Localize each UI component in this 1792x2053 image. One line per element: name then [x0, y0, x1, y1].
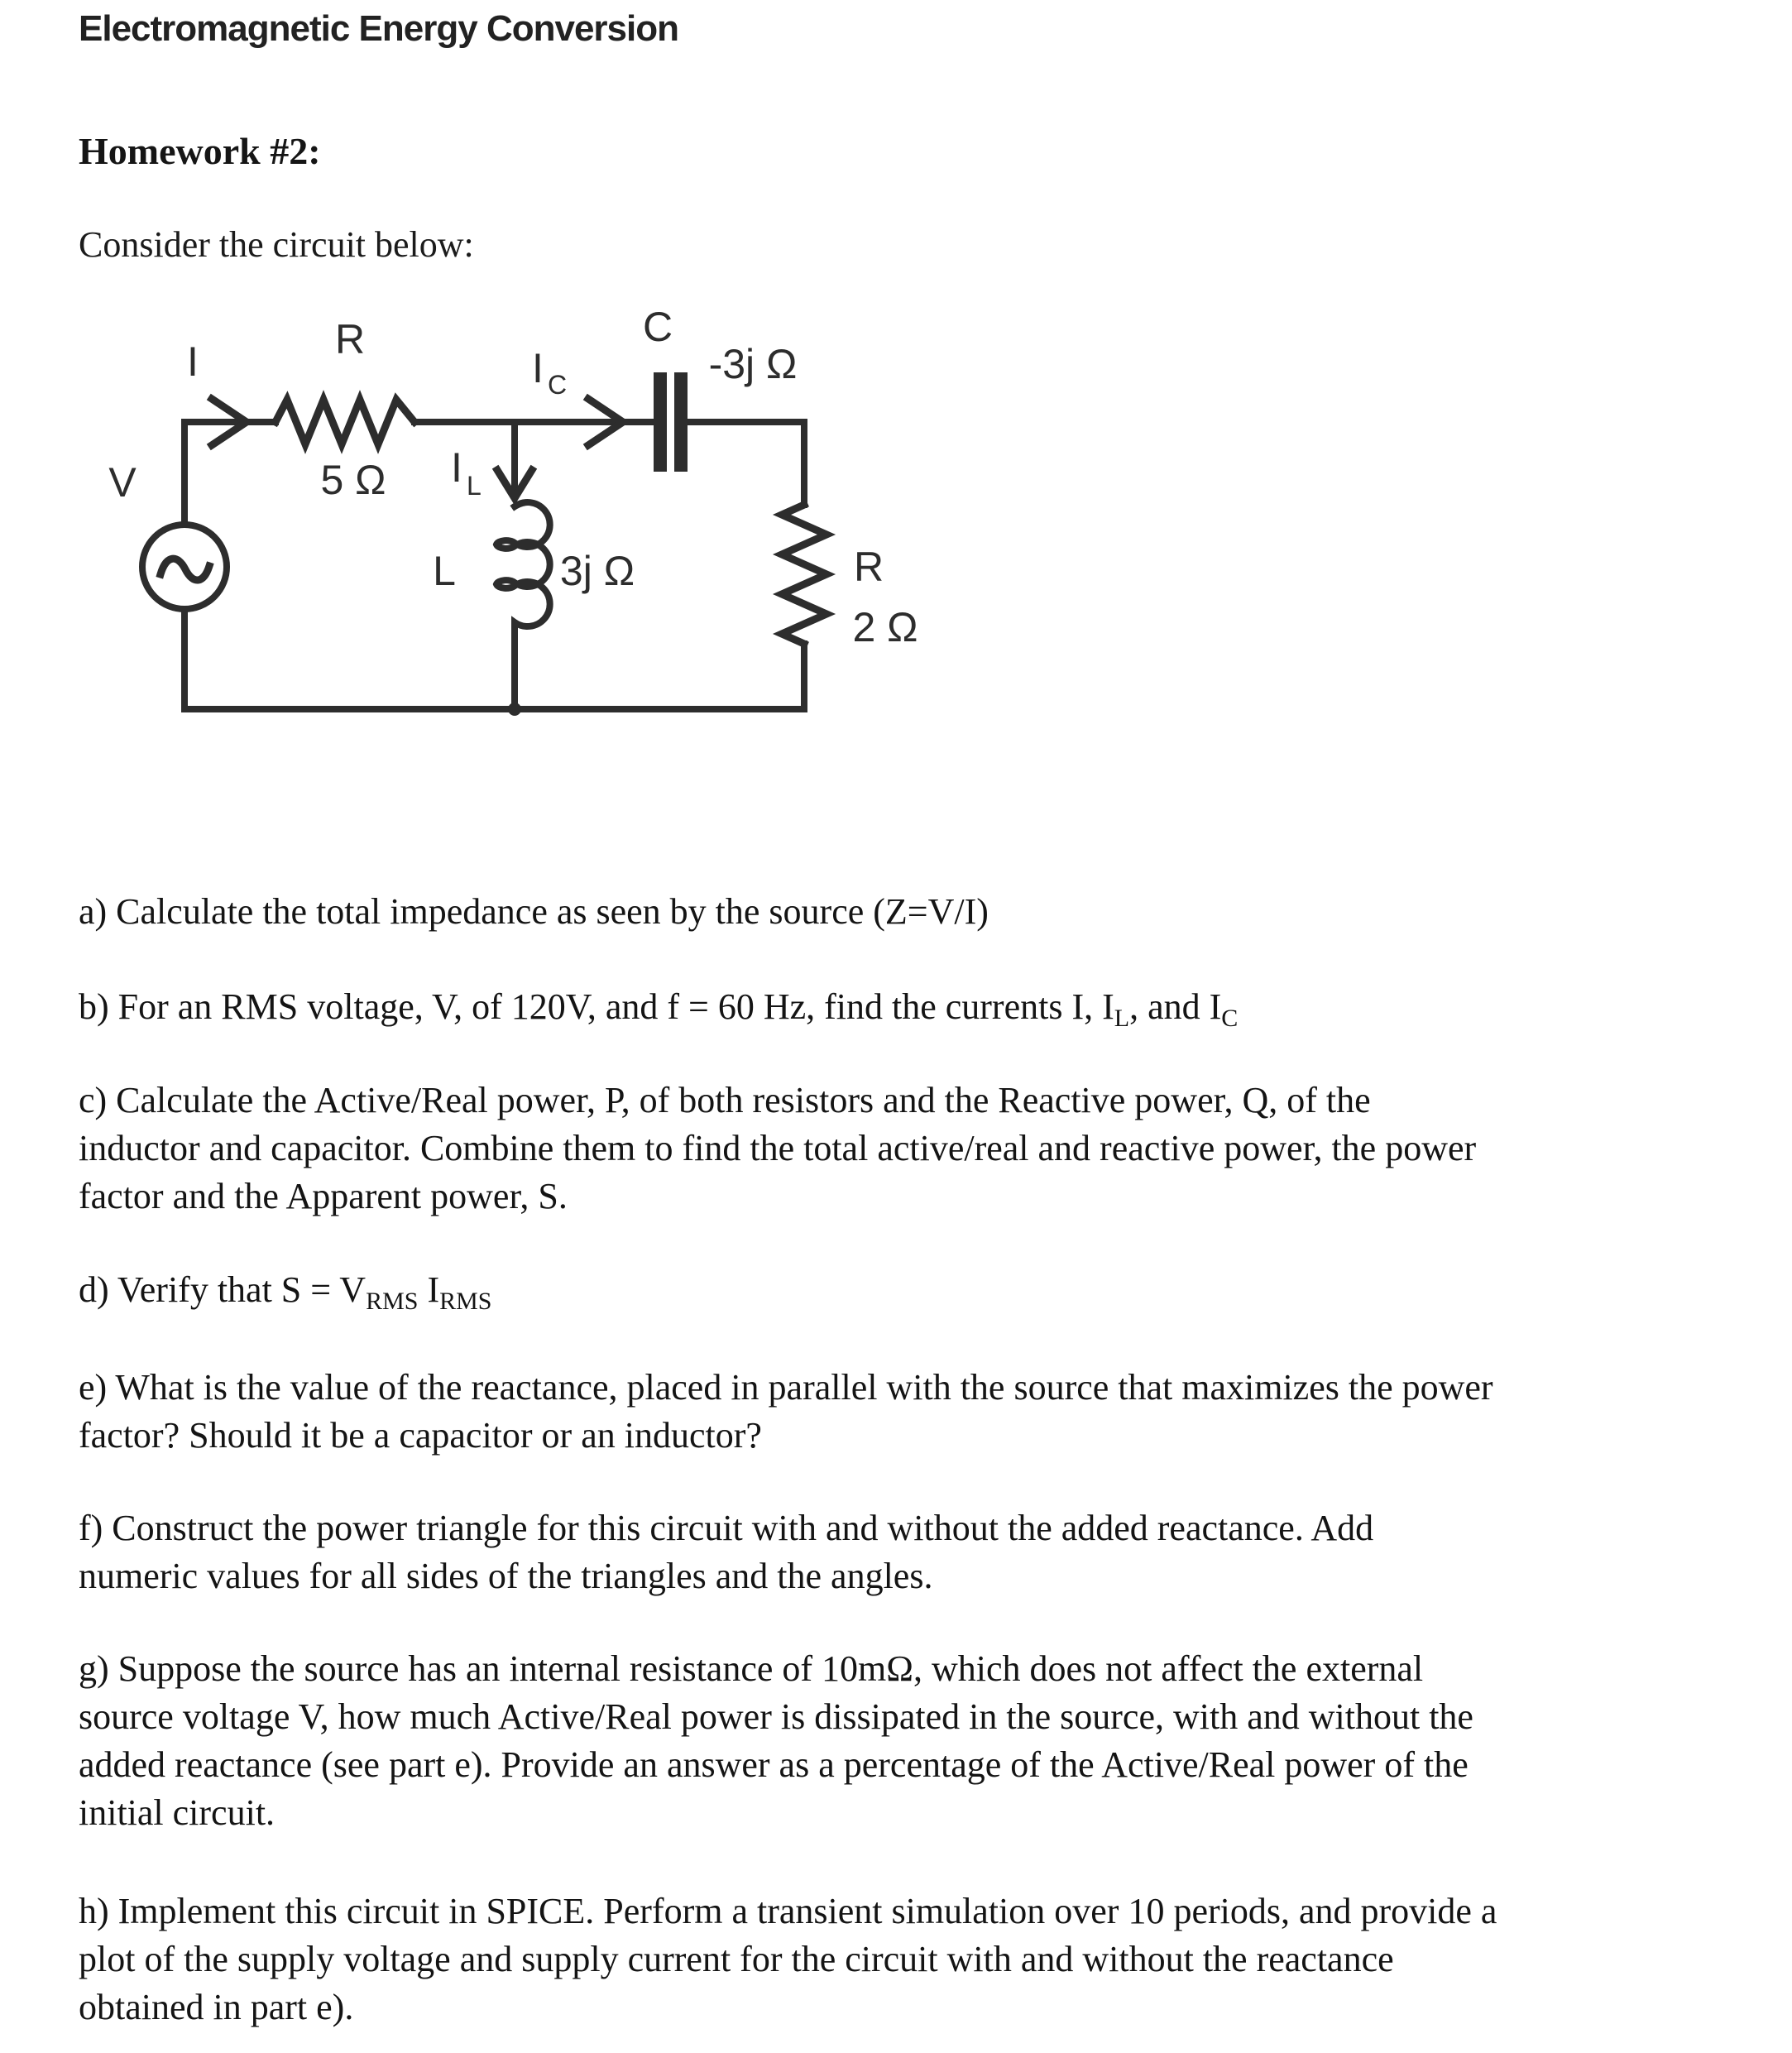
- question-h-line-1: h) Implement this circuit in SPICE. Perform a transient simulation over 10 periods, and provide a: [79, 1891, 1497, 1931]
- junction-dot: [508, 703, 521, 716]
- label-il-base: I: [451, 444, 462, 491]
- question-d-pre: d) Verify that S = V: [79, 1269, 367, 1310]
- question-h-line-2: plot of the supply voltage and supply current for the circuit with and without the reactance: [79, 1939, 1394, 1979]
- question-e-line-1: e) What is the value of the reactance, placed in parallel with the source that maximizes the power: [79, 1367, 1493, 1408]
- question-b-sub-l: L: [1114, 1005, 1130, 1032]
- question-g-line-3: added reactance (see part e). Provide an answer as a percentage of the Active/Real power of the: [79, 1744, 1469, 1785]
- question-d-sub-vrms: RMS: [366, 1288, 419, 1315]
- question-b-line: [79, 983, 1733, 1043]
- label-r1-name: R: [334, 316, 366, 362]
- question-c-line-3: factor and the Apparent power, S.: [79, 1176, 568, 1216]
- question-e: [79, 1364, 1733, 1460]
- question-b-pre: b) For an RMS voltage, V, of 120V, and f = 60 Hz, find the currents I, I: [79, 986, 1114, 1027]
- question-f-line-1: f) Construct the power triangle for this circuit with and without the added reactance. Add: [79, 1508, 1374, 1548]
- question-g: [79, 1645, 1733, 1837]
- question-d: [79, 1266, 1733, 1326]
- inductor: [496, 502, 550, 709]
- question-b-mid: , and I: [1129, 986, 1222, 1027]
- question-b-sub-c: C: [1221, 1005, 1239, 1032]
- question-a: [79, 888, 1733, 936]
- label-source-v: V: [108, 459, 137, 506]
- label-r1-value: 5 Ω: [320, 457, 386, 503]
- resistor-r2: [782, 505, 827, 644]
- course-title: Electromagnetic Energy Conversion: [79, 8, 678, 49]
- label-r2-value: 2 Ω: [852, 604, 918, 650]
- question-b: [79, 983, 1733, 1043]
- label-capacitor-name: C: [642, 304, 673, 350]
- circuit-diagram: [0, 290, 993, 765]
- question-c: [79, 1077, 1733, 1221]
- question-f: [79, 1504, 1733, 1600]
- question-d-mid: I: [418, 1269, 440, 1310]
- resistor-r1: [276, 400, 414, 444]
- question-f-line-2: numeric values for all sides of the triangles and the angles.: [79, 1556, 933, 1596]
- question-g-line-4: initial circuit.: [79, 1792, 276, 1833]
- sine-icon: [161, 559, 209, 580]
- question-g-line-2: source voltage V, how much Active/Real power is dissipated in the source, with and without the: [79, 1696, 1473, 1737]
- question-e-line-2: factor? Should it be a capacitor or an inductor?: [79, 1415, 762, 1456]
- label-ic-sub: C: [548, 370, 568, 400]
- question-a-line: a) Calculate the total impedance as seen by the source (Z=V/I): [79, 891, 989, 932]
- label-inductor-value: 3j Ω: [559, 548, 635, 594]
- label-ic-base: I: [532, 345, 544, 391]
- label-r2-name: R: [853, 544, 884, 590]
- label-il-sub: L: [467, 471, 482, 501]
- question-c-line-2: inductor and capacitor. Combine them to find the total active/real and reactive power, the power: [79, 1128, 1477, 1168]
- question-h-line-3: obtained in part e).: [79, 1987, 354, 2027]
- question-c-line-1: c) Calculate the Active/Real power, P, of both resistors and the Reactive power, Q, of the: [79, 1080, 1371, 1120]
- question-d-line: [79, 1266, 1733, 1326]
- intro-text: Consider the circuit below:: [79, 224, 474, 265]
- label-inductor-name: L: [433, 548, 456, 594]
- label-current-i: I: [187, 338, 199, 385]
- circuit-svg: [0, 290, 993, 765]
- question-g-line-1: g) Suppose the source has an internal resistance of 10mΩ, which does not affect the external: [79, 1648, 1424, 1689]
- question-d-sub-irms: RMS: [439, 1288, 492, 1315]
- homework-heading: Homework #2:: [79, 130, 321, 172]
- question-h: [79, 1888, 1733, 2031]
- label-capacitor-value: -3j Ω: [708, 341, 798, 387]
